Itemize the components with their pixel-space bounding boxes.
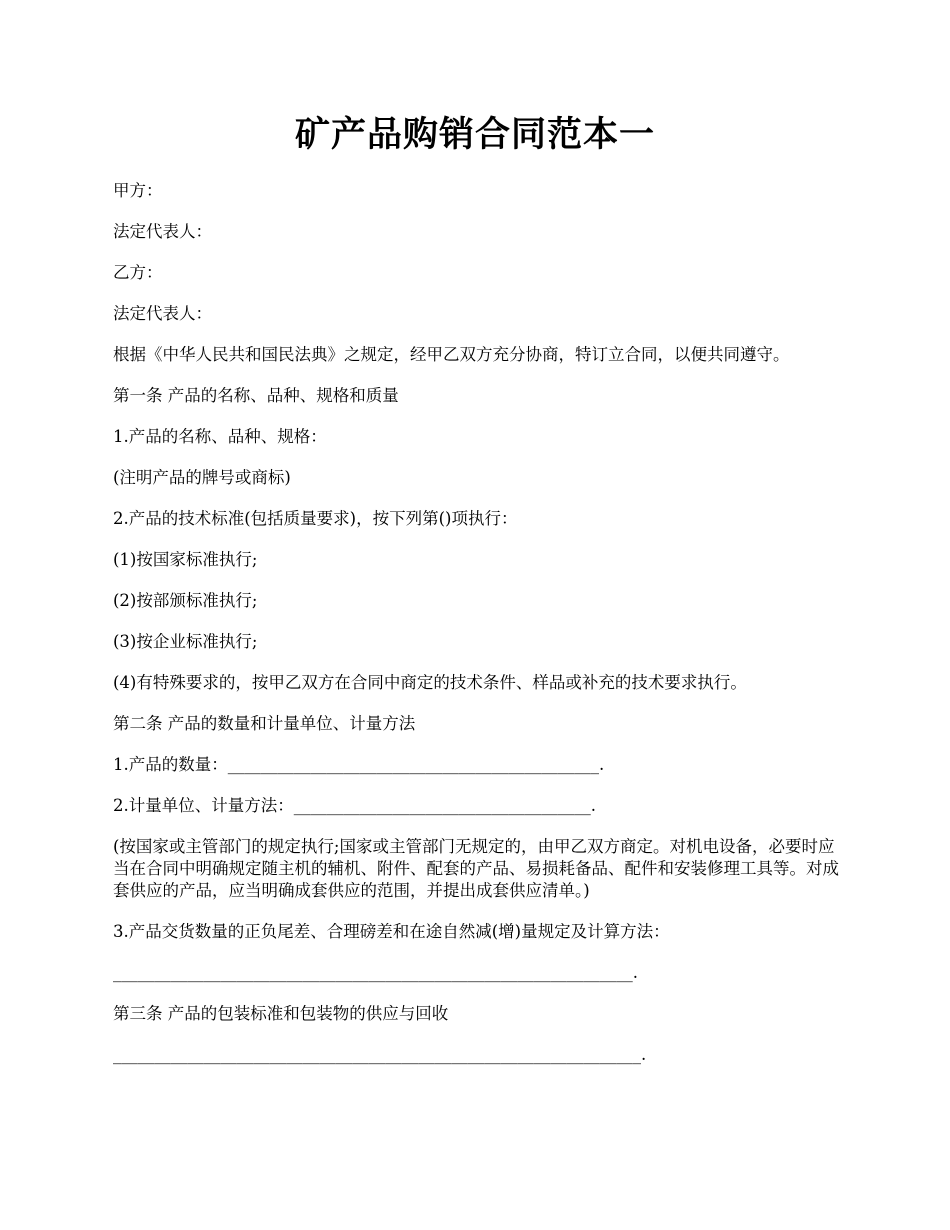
article-2-item-3-blank: _______________________________________________________________.: [113, 963, 638, 982]
article-1-item-1: 1.产品的名称、品种、规格：: [113, 427, 327, 446]
article-2-heading: 第二条 产品的数量和计量单位、计量方法: [113, 714, 416, 733]
preamble-paragraph: 根据《中华人民共和国民法典》之规定，经甲乙双方充分协商，特订立合同，以便共同遵守。: [113, 345, 790, 364]
party-a-representative-line: 法定代表人：: [113, 222, 212, 241]
party-a-line: 甲方：: [113, 181, 163, 200]
article-2-note: (按国家或主管部门的规定执行;国家或主管部门无规定的，由甲乙双方商定。对机电设备，必要时应当在合同中明确规定随主机的辅机、附件、配套的产品、易损耗备品、配件和安装修理工具等。对成套供应的产品，应当明确成套供应的范围，并提出成套供应清单。): [113, 837, 839, 900]
party-b-line: 乙方：: [113, 263, 163, 282]
article-2-item-3: 3.产品交货数量的正负尾差、合理磅差和在途自然减(增)量规定及计算方法：: [113, 922, 670, 941]
article-1-heading: 第一条 产品的名称、品种、规格和质量: [113, 386, 399, 405]
standard-option-2: (2)按部颁标准执行;: [113, 591, 258, 610]
document-body: [113, 180, 843, 1085]
article-1-item-1-note: (注明产品的牌号或商标): [113, 468, 291, 487]
standard-option-4: (4)有特殊要求的，按甲乙双方在合同中商定的技术条件、样品或补充的技术要求执行。: [113, 673, 747, 692]
article-2-item-1: 1.产品的数量：_____________________________________________.: [113, 755, 605, 774]
standard-option-3: (3)按企业标准执行;: [113, 632, 258, 651]
party-b-representative-line: 法定代表人：: [113, 304, 212, 323]
article-3-blank: ________________________________________________________________.: [113, 1045, 647, 1064]
article-1-item-2: 2.产品的技术标准(包括质量要求)，按下列第()项执行：: [113, 509, 518, 528]
article-3-heading: 第三条 产品的包装标准和包装物的供应与回收: [113, 1004, 449, 1023]
standard-option-1: (1)按国家标准执行;: [113, 550, 258, 569]
document-title: 矿产品购销合同范本一: [294, 114, 655, 155]
article-2-item-2: 2.计量单位、计量方法：____________________________________.: [113, 796, 596, 815]
